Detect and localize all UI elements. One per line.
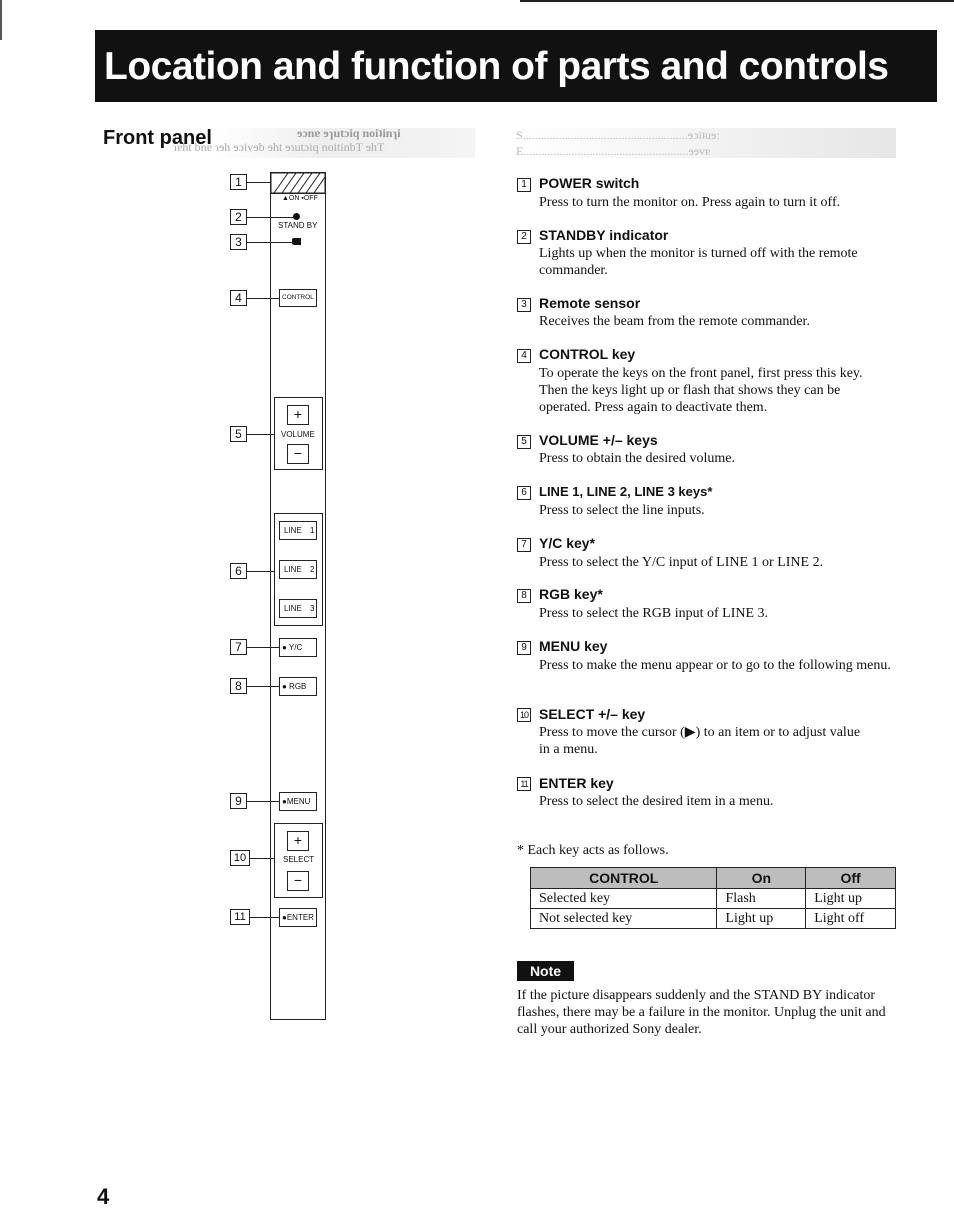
bleed-text-left-2: ɿɐht bnɐ ɿɘh ɘɔivɘb ɘht ɘɿutɔiq noitinbT ɘhT (173, 140, 385, 154)
top-rule (520, 0, 954, 2)
item-9-description: Press to make the menu appear or to go to the following menu. (539, 658, 891, 673)
item-2-title: STANDBY indicator (539, 227, 669, 243)
item-8-title: RGB key* (539, 586, 603, 602)
table-header-off: Off (806, 868, 896, 889)
item-5-heading (517, 432, 658, 449)
item-7-title: Y/C key* (539, 535, 596, 551)
leader-5 (247, 434, 274, 435)
leader-9 (247, 801, 279, 802)
callout-7: 7 (230, 639, 247, 655)
callout-10: 10 (230, 850, 250, 866)
callout-8: 8 (230, 678, 247, 694)
item-4-title: CONTROL key (539, 346, 636, 362)
item-4-heading (517, 346, 635, 363)
select-plus-key: + (287, 831, 309, 851)
item-6-description: Press to select the line inputs. (539, 503, 705, 518)
enter-key: ●ENTER (279, 908, 317, 927)
item-6-title: LINE 1, LINE 2, LINE 3 keys* (539, 484, 713, 499)
standby-label: STAND BY (278, 221, 318, 230)
leader-1 (247, 182, 270, 183)
item-2-description: Lights up when the monitor is turned off with the remote commander. (539, 246, 858, 278)
item-8-description: Press to select the RGB input of LINE 3. (539, 606, 769, 621)
leader-3 (247, 242, 293, 243)
yc-key: ● Y/C (279, 638, 317, 657)
item-11-heading (517, 775, 614, 791)
note-label: Note (517, 961, 574, 981)
item-3-number: 3 (517, 298, 531, 312)
item-1-title: POWER switch (539, 175, 640, 191)
power-switch (270, 172, 326, 194)
table-header-control: CONTROL (531, 868, 717, 889)
bleed-text-right-2: E.......................................................ɘɘvɐ (516, 144, 711, 158)
section-title: Front panel (103, 127, 212, 149)
item-7-number: 7 (517, 538, 531, 552)
switch-on-off-label: ▲ON ▪OFF (282, 195, 318, 202)
line3-key: LINE 3 (279, 599, 317, 618)
table-cell: Selected key (531, 889, 717, 909)
item-10-heading (517, 706, 645, 722)
key-behavior-table (530, 867, 896, 929)
bleed-text-left-1: ɘɔnɐ ɘɿutɔiq noiʇinɿi (297, 126, 401, 140)
table-row (531, 909, 896, 929)
callout-2: 2 (230, 209, 247, 225)
item-11-number: 11 (517, 777, 531, 791)
volume-label: VOLUME (281, 430, 315, 439)
item-1-number: 1 (517, 178, 531, 192)
page-title: Location and function of parts and controls (104, 45, 889, 88)
leader-2 (247, 217, 294, 218)
item-10-description: Press to move the cursor (▶) to an item or to adjust value in a menu. (539, 725, 861, 757)
menu-key: ●MENU (279, 792, 317, 811)
select-label: SELECT (283, 855, 315, 864)
item-5-description: Press to obtain the desired volume. (539, 451, 735, 466)
leader-11 (250, 917, 279, 918)
callout-1: 1 (230, 174, 247, 190)
item-3-title: Remote sensor (539, 295, 641, 311)
bleed-text-right-1: S.......................................................ɘɔiʇuɘ: (516, 128, 720, 142)
callout-5: 5 (230, 426, 247, 442)
line1-key: LINE 1 (279, 521, 317, 540)
line2-key: LINE 2 (279, 560, 317, 579)
table-cell: Light up (806, 889, 896, 909)
item-1-heading (517, 175, 639, 192)
leader-6 (247, 571, 274, 572)
callout-11: 11 (230, 909, 250, 925)
page-number: 4 (97, 1184, 110, 1209)
item-11-title: ENTER key (539, 775, 614, 791)
volume-minus-key: − (287, 444, 309, 464)
callout-4: 4 (230, 290, 247, 306)
item-7-heading (517, 535, 595, 552)
left-edge-mark (0, 0, 2, 40)
item-5-title: VOLUME +/– keys (539, 432, 658, 448)
table-cell: Light off (806, 909, 896, 929)
item-9-number: 9 (517, 641, 531, 655)
note-text: If the picture disappears suddenly and the STAND BY indicator flashes, there may be a failure in the monitor. Unplug the unit and call your authorized Sony dealer. (517, 988, 886, 1037)
item-8-heading (517, 586, 603, 603)
item-11-description: Press to select the desired item in a menu. (539, 794, 774, 809)
leader-8 (247, 686, 279, 687)
item-2-heading (517, 227, 668, 244)
remote-sensor-icon (292, 238, 301, 245)
leader-10 (250, 858, 274, 859)
item-2-number: 2 (517, 230, 531, 244)
item-10-title: SELECT +/– key (539, 706, 646, 722)
item-5-number: 5 (517, 435, 531, 449)
callout-6: 6 (230, 563, 247, 579)
item-6-number: 6 (517, 486, 531, 500)
leader-7 (247, 647, 279, 648)
item-10-number: 10 (517, 708, 531, 722)
select-minus-key: − (287, 871, 309, 891)
table-cell: Not selected key (531, 909, 717, 929)
item-7-description: Press to select the Y/C input of LINE 1 or LINE 2. (539, 555, 824, 570)
item-9-heading (517, 638, 607, 655)
rgb-key: ● RGB (279, 677, 317, 696)
item-8-number: 8 (517, 589, 531, 603)
power-switch-hatch-icon (270, 172, 326, 194)
footnote: * Each key acts as follows. (517, 843, 669, 858)
item-3-heading (517, 295, 640, 312)
table-row (531, 889, 896, 909)
item-9-title: MENU key (539, 638, 608, 654)
callout-3: 3 (230, 234, 247, 250)
callout-9: 9 (230, 793, 247, 809)
table-cell: Flash (717, 889, 806, 909)
control-key: CONTROL (279, 289, 317, 307)
item-6-heading (517, 484, 712, 500)
item-4-description: To operate the keys on the front panel, first press this key. Then the keys light up or flash that shows they can be operated. Press again to deactivate them. (539, 366, 863, 415)
item-3-description: Receives the beam from the remote commander. (539, 314, 810, 329)
item-4-number: 4 (517, 349, 531, 363)
table-header-on: On (717, 868, 806, 889)
table-header-row (531, 868, 896, 889)
standby-indicator-dot (293, 213, 300, 220)
item-1-description: Press to turn the monitor on. Press again to turn it off. (539, 195, 841, 210)
leader-4 (247, 298, 279, 299)
volume-plus-key: + (287, 405, 309, 425)
table-cell: Light up (717, 909, 806, 929)
